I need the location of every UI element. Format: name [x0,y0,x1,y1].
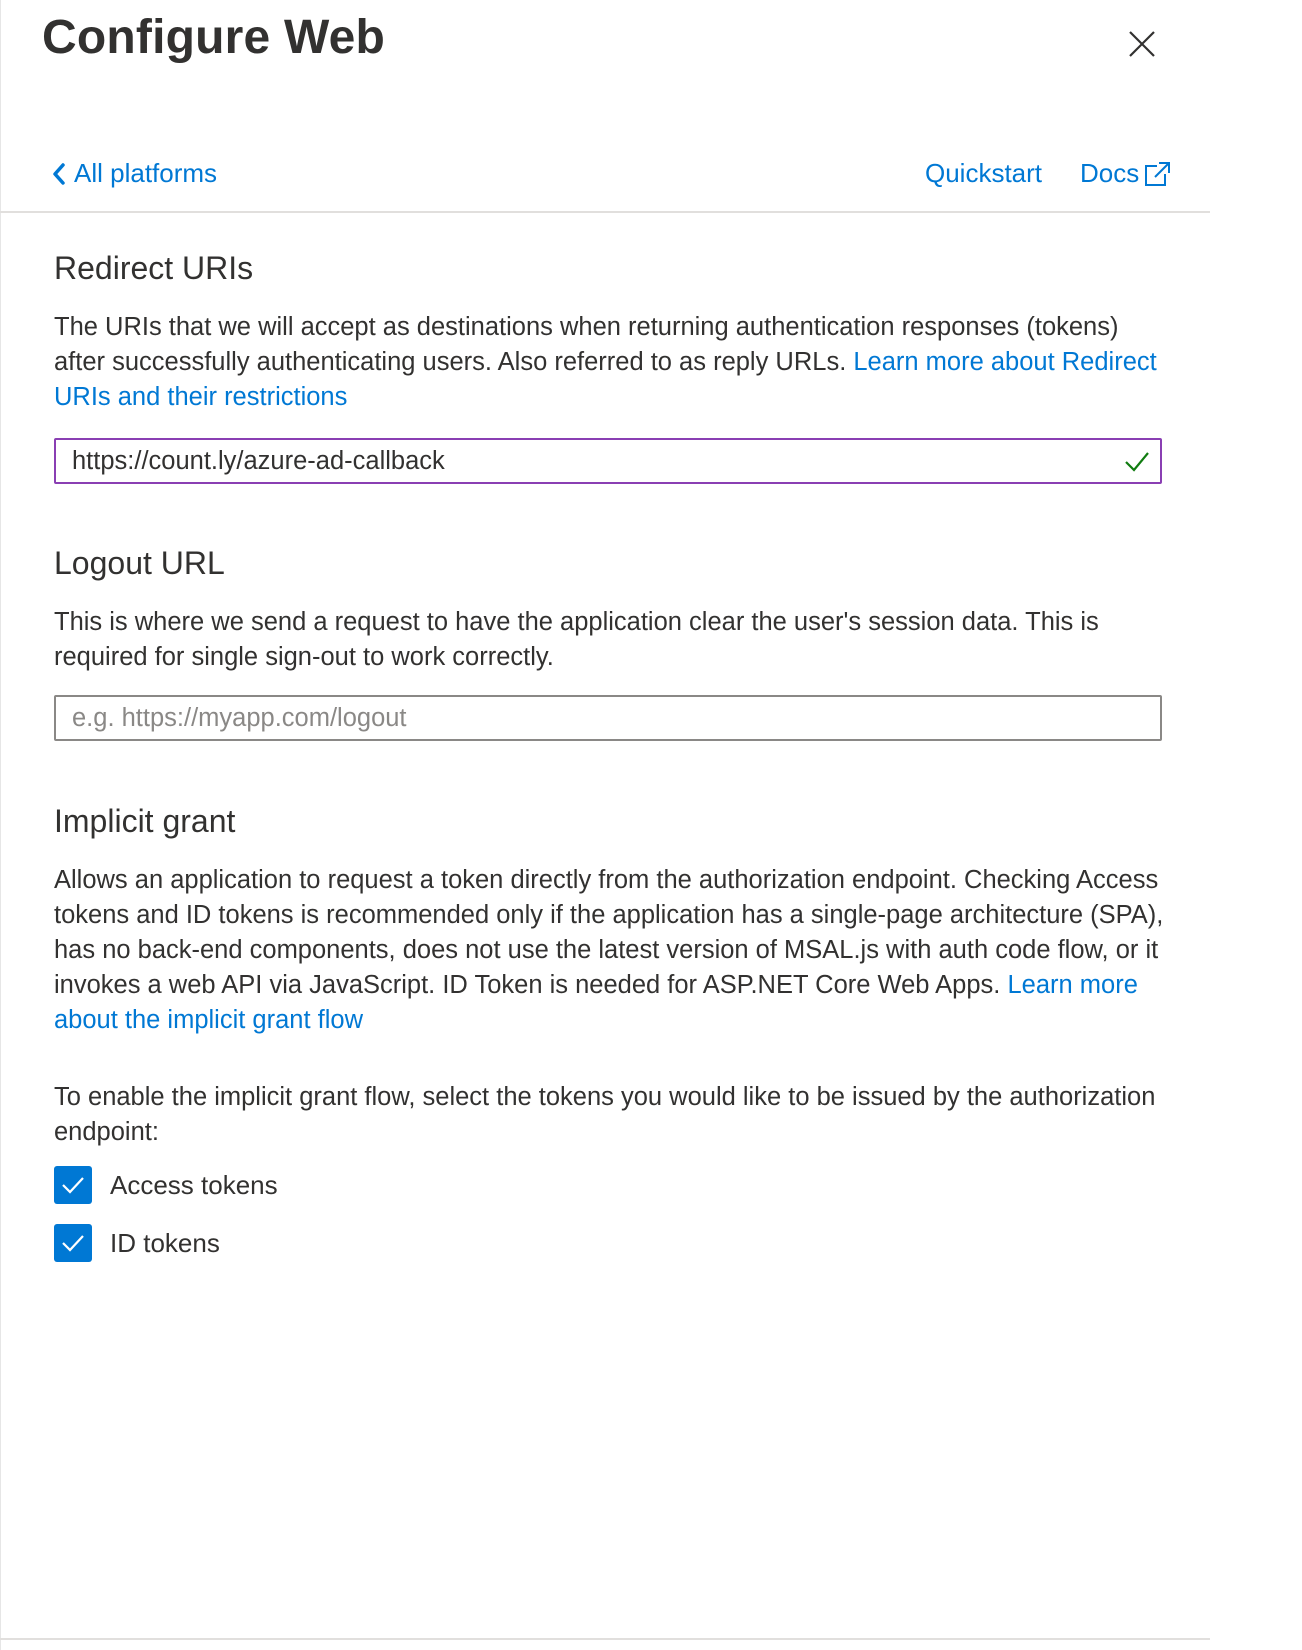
redirect-uris-heading: Redirect URIs [54,250,254,286]
logout-url-heading: Logout URL [54,545,225,581]
check-icon [61,1175,85,1195]
footer-divider [0,1638,1210,1640]
quickstart-link[interactable]: Quickstart [925,158,1043,188]
close-icon [1128,30,1156,58]
logout-url-description: This is where we send a request to have the application clear the user's session data. This is required for single sign-out to work correctly. [54,608,1099,671]
implicit-grant-description [54,863,1164,1038]
check-icon [61,1233,85,1253]
close-button[interactable] [1120,22,1164,66]
page-title: Configure Web [42,11,386,64]
all-platforms-label: All platforms [74,158,218,188]
implicit-grant-instruction: To enable the implicit grant flow, select the tokens you would like to be issued by the authorization endpoint: [54,1083,1156,1146]
all-platforms-link[interactable] [52,158,217,189]
checkmark-icon [1124,449,1150,473]
implicit-description-text: Allows an application to request a token directly from the authorization endpoint. Checking Access tokens and ID tokens is recommended only if the application has a single-page architecture (SPA), has no back-end components, does not use the latest version of MSAL.js with auth code flow, or it invokes a web API via JavaScript. ID Token is needed for ASP.NET Core Web Apps. [54,866,1164,999]
id-tokens-checkbox[interactable] [54,1224,92,1262]
id-tokens-option[interactable] [54,1224,220,1262]
redirect-learn-more-link[interactable]: Learn more about Redirect URIs and their restrictions [54,348,1157,411]
access-tokens-option[interactable] [54,1166,278,1204]
docs-link[interactable] [1080,158,1171,189]
redirect-uris-description [54,310,1164,415]
chevron-left-icon [52,163,66,185]
external-link-icon [1143,161,1171,187]
logout-url-field[interactable] [54,695,1162,741]
redirect-description-text: The URIs that we will accept as destinations when returning authentication responses (tokens) after successfully authenticating users. Also referred to as reply URLs. [54,313,1119,376]
implicit-grant-heading: Implicit grant [54,803,236,839]
redirect-uri-field[interactable] [54,438,1162,484]
logout-url-input[interactable] [56,697,1160,739]
implicit-learn-more-link[interactable]: Learn more about the implicit grant flow [54,971,1138,1034]
panel-left-border [0,0,1,1650]
header-divider [0,211,1210,213]
id-tokens-label: ID tokens [110,1227,220,1258]
access-tokens-label: Access tokens [110,1169,278,1200]
docs-label: Docs [1080,158,1140,188]
redirect-uri-input[interactable] [56,440,1160,482]
access-tokens-checkbox[interactable] [54,1166,92,1204]
